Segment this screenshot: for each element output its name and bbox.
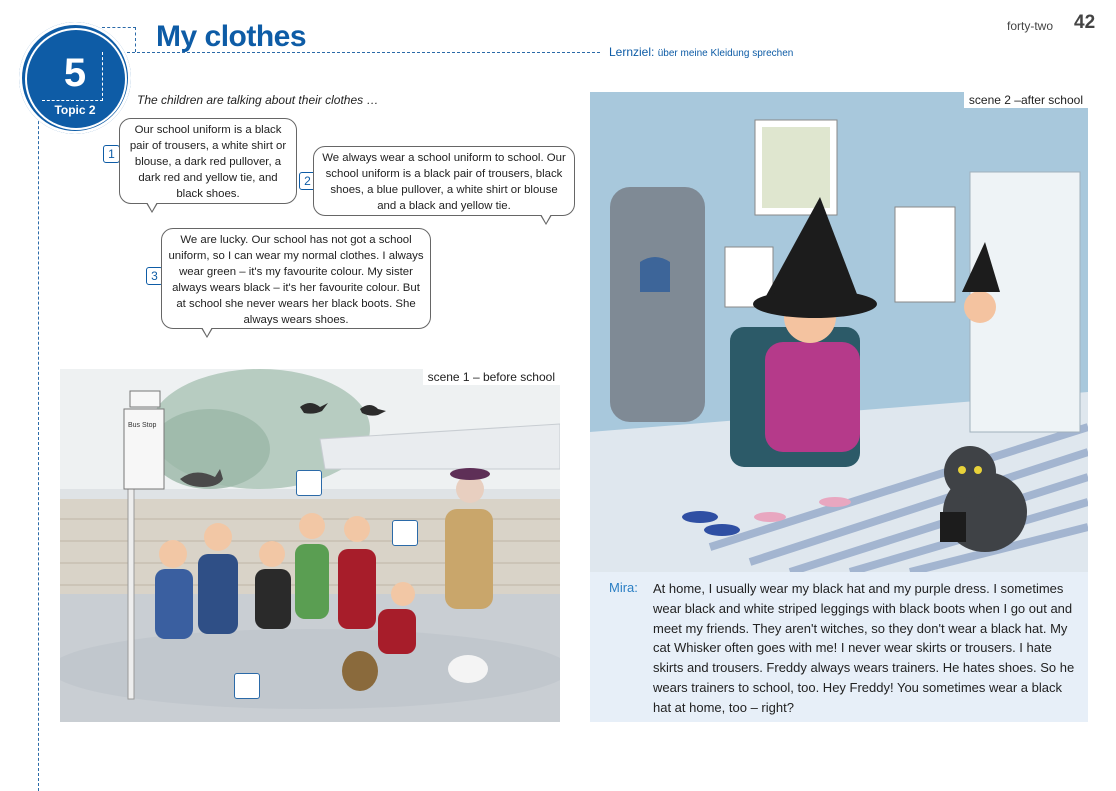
speech-bubble-3: We are lucky. Our school has not got a school uniform, so I can wear my normal clothes. I always wear green – it's my favourite colour. My sister always wears black – it's her favourite colour. But at school she never wears her black boots. She always wears shoes. (161, 228, 431, 329)
scene-1-artwork (60, 369, 560, 722)
bubble-number-2: 2 (299, 172, 316, 190)
answer-box-3[interactable] (234, 673, 260, 699)
mira-speaker-label: Mira: (609, 580, 638, 595)
bubble-number-3: 3 (146, 267, 163, 285)
intro-text: The children are talking about their clothes … (137, 93, 379, 107)
bubble-number-1: 1 (103, 145, 120, 163)
scene-2-label: scene 2 –after school (964, 92, 1088, 108)
speech-bubble-2-tail (540, 215, 552, 225)
speech-bubble-1-tail (146, 203, 158, 213)
answer-box-1[interactable] (296, 470, 322, 496)
bus-stop-sign-text: Bus Stop (128, 422, 157, 429)
answer-box-2[interactable] (392, 520, 418, 546)
page-title: My clothes (156, 20, 307, 53)
speech-bubble-3-tail (201, 328, 213, 338)
lernziel-text: über meine Kleidung sprechen (657, 48, 794, 59)
scene-2-illustration (590, 92, 1088, 572)
page-number: 42 (1074, 12, 1096, 33)
mira-text: At home, I usually wear my black hat and my purple dress. I sometimes wear black and white striped leggings with black boots when I go out and meet my friends. They aren't witches, so they don't wear a black hat. My cat Whisker often goes with me! I never wear skirts or trousers. I hate skirts and trousers. Freddy always wears trainers. He hates shoes. So he wears trainers to school, too. Hey Freddy! You sometimes wear a black hat at home, too – right? (653, 581, 1075, 715)
unit-number: 5 (63, 51, 87, 95)
title-guide-side (135, 27, 136, 52)
speech-bubble-1: Our school uniform is a black pair of trousers, a white shirt or blouse, a dark red pullover, a dark red and yellow tie, and black shoes. (119, 118, 297, 204)
scene-1-illustration (60, 369, 560, 722)
speech-bubble-2: We always wear a school uniform to school. Our school uniform is a black pair of trousers, black shoes, a blue pullover, a white shirt or blouse and a black and yellow tie. (313, 146, 575, 216)
scene-2-artwork (590, 92, 1088, 572)
scene-1-label: scene 1 – before school (423, 369, 560, 385)
lernziel-label: Lernziel: (609, 45, 655, 59)
margin-guide-vertical (38, 86, 39, 791)
topic-label: Topic 2 (54, 103, 96, 117)
page-number-word: forty-two (1007, 19, 1054, 33)
lernziel (609, 45, 793, 59)
title-guide-top (102, 27, 136, 28)
